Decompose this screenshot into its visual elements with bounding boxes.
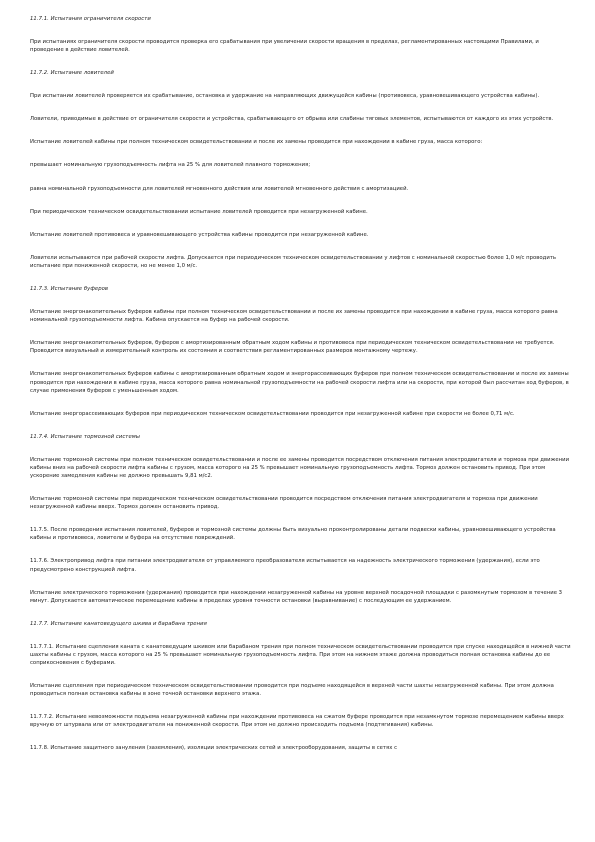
paragraph: Испытание электрического торможения (удержания) проводится при нахождении незагруженной кабины на уровне верхней посадочной площадки с разомкнутым тормозом в течение 3 минут. Допускается автоматическое перемещение кабины в пределах уровня точности остановки (выравнивание) с последующим ее удержанием. [30,589,563,604]
paragraph: 11.7.6. Электропривод лифта при питании электродвигателя от управляемого преобразователя испытывается на надежность электрического торможения (удержания), если это предусмотрено конструкцией лифта. [30,558,540,573]
paragraph: Ловители испытываются при рабочей скорости лифта. Допускается при периодическом техническом освидетельствовании у лифтов с номинальной скоростью более 1,0 м/с проводить испытание при пониженной скорости, но не менее 1,0 м/с. [30,254,557,269]
paragraph: Ловители, приводимые в действие от ограничителя скорости и устройства, срабатывающего от обрыва или слабины тяговых элементов, испытываются от каждого из этих устройств. [30,116,554,123]
paragraph: 11.7.5. После проведения испытания ловителей, буферов и тормозной системы должны быть визуально проконтролированы детали подвески кабины, уравновешивающего устройства кабины и противовеса, ловители и буфера на отсутствие повреждений. [30,527,556,542]
paragraph: 11.7.7.1. Испытание сцепления каната с канатоведущим шкивом или барабаном трения при полном техническом освидетельствовании проводится при спуске находящейся в нижней части шахты кабины с грузом, масса которого на 25 % превышает номинальную грузоподъемность лифта. При этом на нижнем этаже должна проводиться полная остановка кабины до ее соприкосновения с буферами. [30,643,571,666]
paragraph: Испытание энергонакопительных буферов кабины при полном техническом освидетельствовании и после их замены проводится при нахождении в кабине груза, масса которого равна номинальной грузоподъемности лифта. Кабина опускается на буфер на рабочей скорости. [30,309,558,324]
section-heading-11-7-7: 11.7.7. Испытание канатоведущего шкива и барабана трения [30,620,207,627]
paragraph: равна номинальной грузоподъемности для ловителей мгновенного действия или ловителей мгновенного действия с амортизацией. [30,185,409,192]
section-heading-11-7-3: 11.7.3. Испытание буферов [30,286,109,293]
paragraph: Испытание ловителей кабины при полном техническом освидетельствовании и после их замены проводится при нахождении в кабине груза, масса которого: [30,139,483,146]
paragraph: Испытание сцепления при периодическом техническом освидетельствовании проводится при подъеме находящейся в верхней части шахты незагруженной кабины. При этом должна проводиться полная остановка кабины в зоне точной остановки верхнего этажа. [30,683,554,698]
paragraph: Испытание энергорассеивающих буферов при периодическом техническом освидетельствовании проводится при незагруженной кабине при скорости не более 0,71 м/с. [30,410,515,417]
paragraph: При испытании ловителей проверяется их срабатывание, остановка и удержание на направляющих движущейся кабины (противовеса, уравновешивающего устройства кабины). [30,93,540,100]
paragraph: 11.7.7.2. Испытание невозможности подъема незагруженной кабины при нахождении противовеса на сжатом буфере проводится при незамкнутом тормозе перемещением кабины вверх вручную от штурвала или от электродвигателя на пониженной скорости. При этом не должно происходить подъема (подтягивания) кабины. [30,714,564,729]
paragraph: Испытание ловителей противовеса и уравновешивающего устройства кабины проводится при незагруженной кабине. [30,231,369,238]
paragraph: При испытаниях ограничителя скорости проводится проверка его срабатывания при увеличении скорости вращения в пределах, регламентированных настоящими Правилами, и проведение в действие ловителей. [30,39,539,54]
section-heading-11-7-4: 11.7.4. Испытание тормозной системы [30,433,141,440]
section-heading-11-7-1: 11.7.1. Испытания ограничителя скорости [30,16,151,22]
section-heading-11-7-2: 11.7.2. Испытание ловителей [30,70,114,77]
paragraph: Испытание энергонакопительных буферов, буферов с амортизированным обратным ходом кабины и противовеса при периодическом техническом освидетельствовании не требуется. Проводится визуальный и измерительный контроль их состояния и соответствия регламентированных размеров монтажному чертежу. [30,340,555,355]
paragraph: Испытание тормозной системы при периодическом техническом освидетельствовании проводится посредством отключения питания электродвигателя и тормоза при движении незагруженной кабины вверх. Тормоз должен остановить привод. [30,496,538,511]
paragraph: 11.7.8. Испытание защитного зануления (заземления), изоляции электрических сетей и электрооборудования, защиты в сетях с [30,745,398,752]
paragraph: При периодическом техническом освидетельствовании испытание ловителей проводится при незагруженной кабине. [30,208,368,215]
document-page [30,15,572,768]
paragraph: превышает номинальную грузоподъемность лифта на 25 % для ловителей плавного торможения; [30,162,311,169]
paragraph: Испытание тормозной системы при полном техническом освидетельствовании и после ее замены проводится посредством отключения питания электродвигателя и тормоза при движении кабины вниз на рабочей скорости лифта кабины с грузом, масса которого на 25 % превышает номинальную грузоподъемность лифта. Тормоз должен остановить привод. При этом ускорение замедления кабины не должно превышать 9,81 м/с2. [30,456,570,479]
paragraph: Испытание энергонакопительных буферов кабины с амортизированным обратным ходом и энергорассеивающих буферов при полном техническом освидетельствовании и после их замены проводится при нахождении в кабине груза, масса которого равна номинальной грузоподъемности на рабочей скорости лифта или на скорости, при которой был рассчитан ход буферов, в случае применения буферов с уменьшенным ходом. [30,371,569,394]
